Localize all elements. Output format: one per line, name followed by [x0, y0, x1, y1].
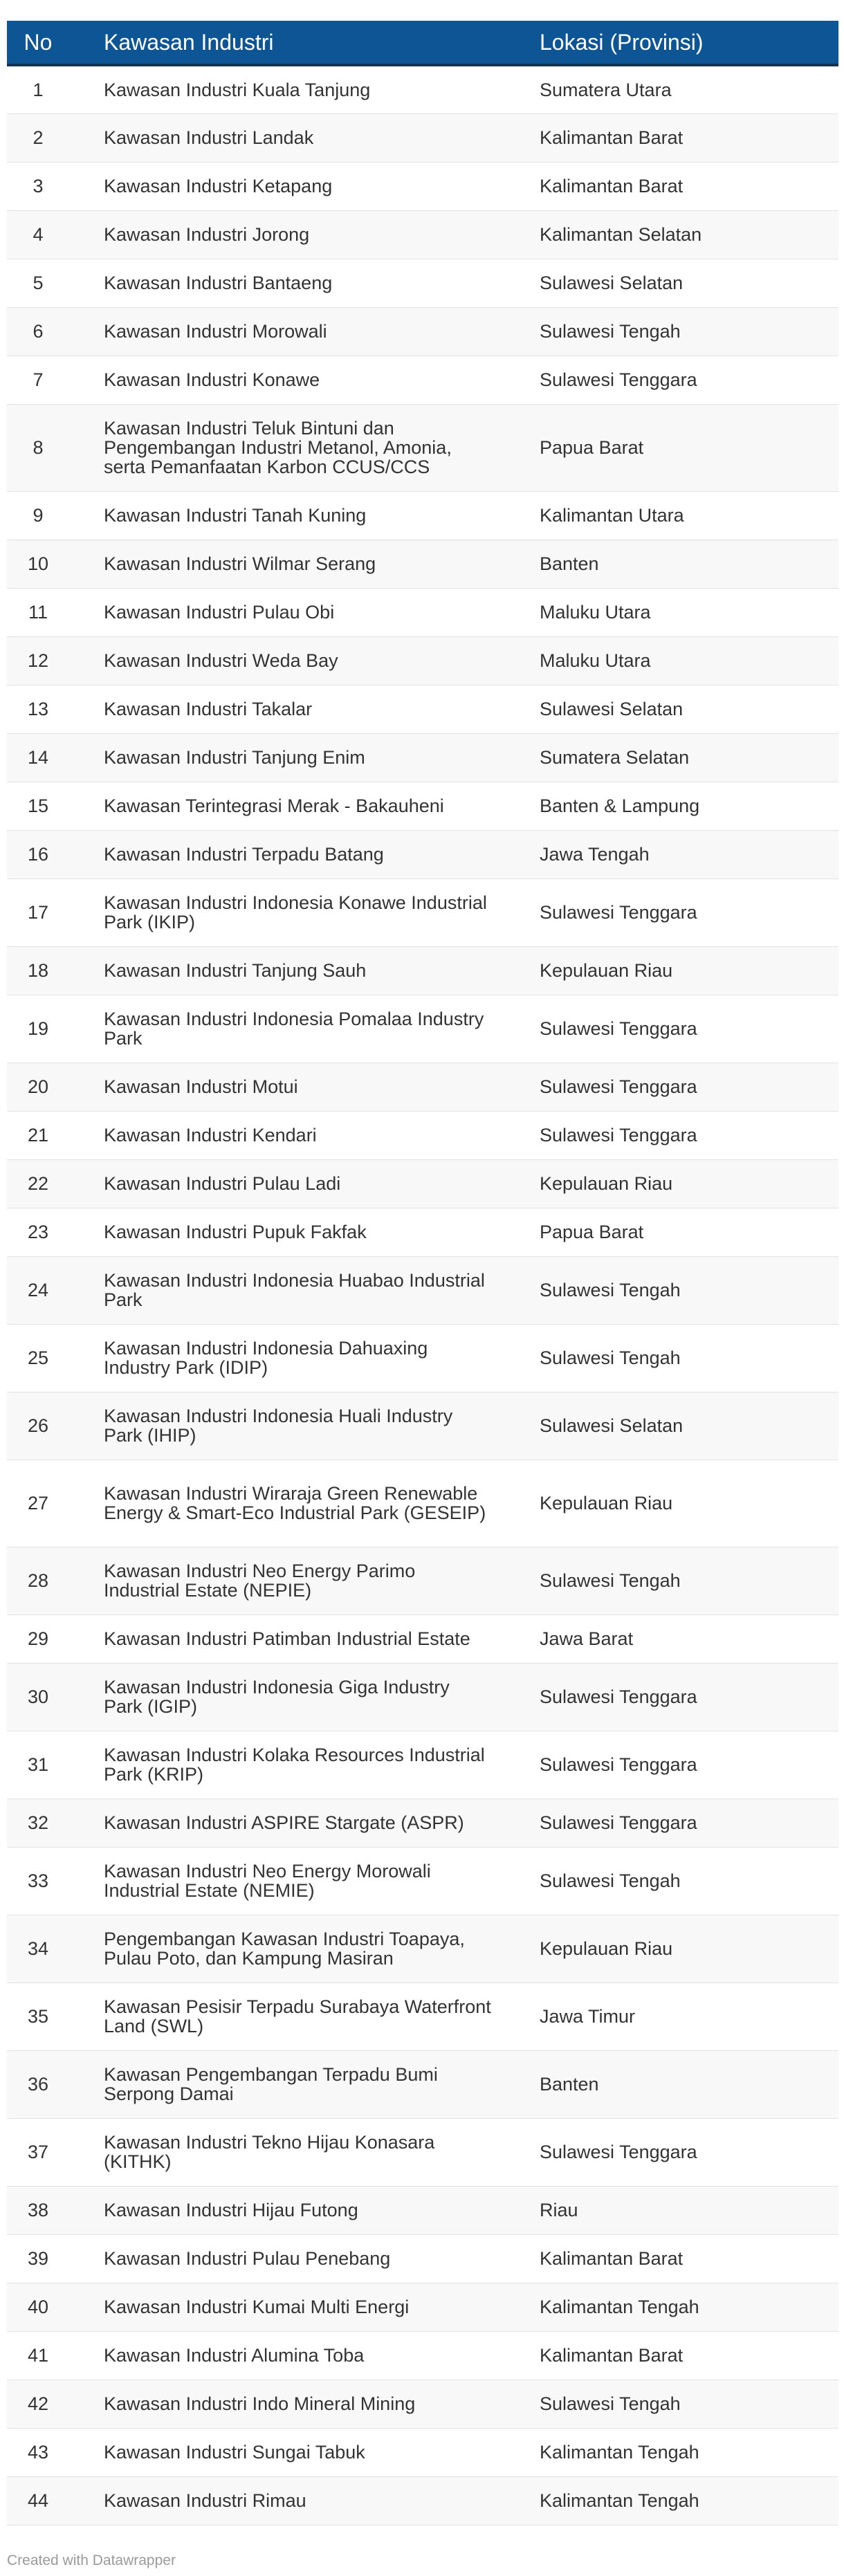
table-row	[7, 685, 838, 733]
cell-province: Jawa Tengah	[540, 844, 650, 865]
table-row	[7, 878, 838, 946]
table-row	[7, 995, 838, 1062]
cell-no: 25	[27, 1347, 49, 1368]
cell-province: Sulawesi Tengah	[540, 2393, 681, 2414]
cell-zone-name: Kawasan Industri Indonesia Dahuaxing Industry Park (IDIP)	[104, 1338, 428, 1378]
cell-zone-name: Kawasan Industri Neo Energy Morowali Industrial Estate (NEMIE)	[104, 1861, 431, 1901]
cell-province: Kalimantan Tengah	[540, 2490, 699, 2511]
header-row	[7, 21, 838, 65]
column-header-province[interactable]: Lokasi (Provinsi)	[505, 21, 838, 65]
table-row	[7, 1324, 838, 1392]
cell-no: 24	[27, 1280, 49, 1300]
table-row	[7, 946, 838, 995]
cell-no: 20	[27, 1076, 49, 1097]
cell-no: 35	[27, 2006, 49, 2027]
cell-zone-name: Kawasan Industri Alumina Toba	[104, 2345, 365, 2366]
cell-no: 38	[27, 2200, 49, 2220]
cell-province: Kalimantan Tengah	[540, 2442, 699, 2463]
cell-zone-name: Kawasan Industri Indo Mineral Mining	[104, 2393, 416, 2414]
cell-province: Papua Barat	[540, 1222, 644, 1242]
cell-province: Kalimantan Selatan	[540, 224, 702, 245]
table-row	[7, 113, 838, 162]
cell-zone-name: Kawasan Industri Indonesia Huali Industry Park (IHIP)	[104, 1406, 453, 1446]
cell-zone-name: Kawasan Industri Kuala Tanjung	[104, 79, 371, 100]
cell-zone-name: Kawasan Industri Kumai Multi Energi	[104, 2297, 410, 2317]
cell-province: Sulawesi Tenggara	[540, 1812, 697, 1833]
cell-province: Sulawesi Tenggara	[540, 902, 697, 923]
cell-no: 22	[27, 1173, 49, 1194]
cell-no: 31	[27, 1754, 49, 1775]
cell-no: 16	[27, 844, 49, 865]
table-row	[7, 259, 838, 307]
cell-no: 42	[27, 2393, 49, 2414]
cell-province: Sulawesi Tengah	[540, 1870, 681, 1891]
cell-no: 4	[33, 224, 44, 245]
table-row	[7, 733, 838, 782]
cell-no: 27	[27, 1493, 49, 1514]
cell-province: Sulawesi Tenggara	[540, 1076, 697, 1097]
table-row	[7, 540, 838, 588]
cell-no: 32	[27, 1812, 49, 1833]
cell-no: 34	[27, 1938, 49, 1959]
cell-province: Banten	[540, 553, 599, 574]
cell-province: Kepulauan Riau	[540, 1493, 673, 1514]
cell-province: Sulawesi Selatan	[540, 699, 684, 719]
cell-zone-name: Kawasan Industri Morowali	[104, 321, 327, 342]
cell-province: Banten & Lampung	[540, 795, 700, 816]
cell-no: 44	[27, 2490, 49, 2511]
cell-province: Jawa Barat	[540, 1628, 634, 1649]
cell-zone-name: Kawasan Industri Wiraraja Green Renewable Energy & Smart-Eco Industrial Park (GESEIP)	[104, 1483, 486, 1523]
cell-province: Sulawesi Tenggara	[540, 1125, 697, 1146]
table-row	[7, 491, 838, 540]
cell-no: 13	[27, 699, 49, 719]
table-row	[7, 1547, 838, 1614]
table-row	[7, 1256, 838, 1324]
cell-province: Sulawesi Selatan	[540, 273, 684, 293]
cell-province: Sulawesi Tengah	[540, 1570, 681, 1591]
table-row	[7, 1663, 838, 1731]
table-row	[7, 1982, 838, 2050]
cell-zone-name: Kawasan Industri Tekno Hijau Konasara (KITHK)	[104, 2132, 435, 2172]
cell-zone-name: Kawasan Industri Patimban Industrial Estate	[104, 1628, 470, 1649]
cell-no: 18	[27, 960, 49, 981]
cell-no: 23	[27, 1222, 49, 1242]
table-row	[7, 782, 838, 830]
table-row	[7, 1159, 838, 1208]
cell-zone-name: Kawasan Industri Indonesia Huabao Industrial Park	[104, 1270, 485, 1310]
cell-zone-name: Kawasan Industri Landak	[104, 127, 314, 148]
table-row	[7, 356, 838, 404]
cell-province: Kalimantan Tengah	[540, 2297, 699, 2317]
table-body	[7, 65, 838, 2525]
cell-province: Kalimantan Barat	[540, 2248, 684, 2269]
cell-zone-name: Kawasan Industri Wilmar Serang	[104, 553, 376, 574]
cell-no: 37	[27, 2142, 49, 2162]
cell-zone-name: Kawasan Industri Rimau	[104, 2490, 306, 2511]
table-row	[7, 404, 838, 491]
cell-province: Sulawesi Tenggara	[540, 1686, 697, 1707]
cell-zone-name: Kawasan Industri Pulau Ladi	[104, 1173, 341, 1194]
cell-province: Banten	[540, 2074, 599, 2095]
cell-no: 12	[27, 650, 49, 671]
cell-province: Maluku Utara	[540, 602, 651, 623]
cell-no: 36	[27, 2074, 49, 2095]
cell-province: Kepulauan Riau	[540, 1938, 673, 1959]
cell-zone-name: Kawasan Industri Bantaeng	[104, 273, 333, 293]
column-header-no[interactable]: No	[7, 21, 69, 65]
cell-province: Kalimantan Barat	[540, 2345, 684, 2366]
table-row	[7, 2283, 838, 2331]
table-row	[7, 588, 838, 636]
cell-no: 1	[33, 79, 44, 100]
cell-zone-name: Kawasan Industri Pulau Obi	[104, 602, 335, 623]
table-header	[7, 21, 838, 65]
table-row	[7, 2380, 838, 2428]
cell-zone-name: Kawasan Industri Pupuk Fakfak	[104, 1222, 367, 1242]
cell-zone-name: Kawasan Industri Weda Bay	[104, 650, 338, 671]
table-row	[7, 1798, 838, 1847]
cell-province: Sulawesi Tengah	[540, 1347, 681, 1368]
table-row	[7, 1614, 838, 1663]
table-row	[7, 1847, 838, 1915]
cell-no: 26	[27, 1415, 49, 1436]
cell-zone-name: Kawasan Industri Indonesia Pomalaa Industry Park	[104, 1009, 484, 1049]
cell-no: 39	[27, 2248, 49, 2269]
table-row	[7, 2331, 838, 2380]
cell-no: 30	[27, 1686, 49, 1707]
table-row	[7, 2476, 838, 2525]
cell-no: 11	[28, 602, 48, 623]
cell-no: 41	[27, 2345, 49, 2366]
cell-zone-name: Kawasan Industri Hijau Futong	[104, 2200, 358, 2220]
table-row	[7, 2234, 838, 2283]
cell-no: 40	[27, 2297, 49, 2317]
cell-no: 15	[27, 795, 49, 816]
cell-no: 2	[33, 127, 44, 148]
table-row	[7, 1915, 838, 1982]
cell-zone-name: Pengembangan Kawasan Industri Toapaya, Pulau Poto, dan Kampung Masiran	[104, 1929, 465, 1969]
table-row	[7, 2428, 838, 2476]
table-row	[7, 2186, 838, 2234]
cell-zone-name: Kawasan Industri Tanjung Sauh	[104, 960, 367, 981]
cell-zone-name: Kawasan Industri Neo Energy Parimo Industrial Estate (NEPIE)	[104, 1561, 416, 1601]
cell-province: Kalimantan Barat	[540, 127, 684, 148]
cell-province: Maluku Utara	[540, 650, 651, 671]
cell-province: Sulawesi Selatan	[540, 1415, 684, 1436]
cell-zone-name: Kawasan Terintegrasi Merak - Bakauheni	[104, 795, 444, 816]
cell-province: Sulawesi Tenggara	[540, 1018, 697, 1039]
cell-no: 3	[33, 176, 44, 196]
table-row	[7, 2050, 838, 2118]
table-row	[7, 2118, 838, 2186]
cell-zone-name: Kawasan Industri Tanah Kuning	[104, 505, 367, 526]
column-header-name[interactable]: Kawasan Industri	[69, 21, 505, 65]
cell-province: Jawa Timur	[540, 2006, 636, 2027]
cell-province: Sulawesi Tengah	[540, 321, 681, 342]
cell-no: 9	[33, 505, 44, 526]
table-row	[7, 636, 838, 685]
cell-zone-name: Kawasan Industri Konawe	[104, 369, 320, 390]
cell-province: Kepulauan Riau	[540, 1173, 673, 1194]
cell-no: 43	[27, 2442, 49, 2463]
cell-no: 6	[33, 321, 44, 342]
cell-province: Kepulauan Riau	[540, 960, 673, 981]
cell-province: Sulawesi Tengah	[540, 1280, 681, 1300]
datawrapper-credit[interactable]: Created with Datawrapper	[7, 2552, 176, 2568]
cell-no: 8	[33, 437, 44, 458]
cell-zone-name: Kawasan Industri Tanjung Enim	[104, 747, 365, 768]
cell-zone-name: Kawasan Industri Indonesia Giga Industry Park (IGIP)	[104, 1677, 450, 1717]
cell-province: Sumatera Utara	[540, 79, 672, 100]
cell-no: 17	[27, 902, 49, 923]
cell-no: 29	[27, 1628, 49, 1649]
table-row	[7, 65, 838, 113]
cell-zone-name: Kawasan Industri Jorong	[104, 224, 310, 245]
cell-zone-name: Kawasan Industri Terpadu Batang	[104, 844, 384, 865]
cell-zone-name: Kawasan Pesisir Terpadu Surabaya Waterfront Land (SWL)	[104, 1996, 491, 2036]
cell-province: Kalimantan Barat	[540, 176, 684, 196]
table-row	[7, 830, 838, 878]
table-row	[7, 1111, 838, 1159]
table-row	[7, 1208, 838, 1256]
cell-zone-name: Kawasan Industri Kolaka Resources Industrial Park (KRIP)	[104, 1745, 485, 1785]
cell-no: 21	[27, 1125, 49, 1146]
table-row	[7, 210, 838, 259]
cell-zone-name: Kawasan Industri Ketapang	[104, 176, 333, 196]
cell-zone-name: Kawasan Industri Kendari	[104, 1125, 317, 1146]
cell-no: 19	[27, 1018, 49, 1039]
table-row	[7, 1460, 838, 1547]
table-row	[7, 1392, 838, 1460]
cell-zone-name: Kawasan Industri Takalar	[104, 699, 313, 719]
cell-province: Sulawesi Tenggara	[540, 2142, 697, 2162]
cell-zone-name: Kawasan Industri Indonesia Konawe Industrial Park (IKIP)	[104, 892, 487, 932]
cell-no: 33	[27, 1870, 49, 1891]
cell-no: 14	[27, 747, 49, 768]
cell-zone-name: Kawasan Industri Sungai Tabuk	[104, 2442, 365, 2463]
cell-province: Sumatera Selatan	[540, 747, 690, 768]
cell-province: Papua Barat	[540, 437, 644, 458]
cell-no: 5	[33, 273, 44, 293]
table-row	[7, 307, 838, 356]
cell-province: Sulawesi Tenggara	[540, 1754, 697, 1775]
cell-no: 7	[33, 369, 44, 390]
cell-zone-name: Kawasan Industri Teluk Bintuni dan Pengembangan Industri Metanol, Amonia, serta Pemanfaatan Karbon CCUS/CCS	[104, 418, 452, 477]
table-row	[7, 1731, 838, 1798]
cell-province: Kalimantan Utara	[540, 505, 684, 526]
cell-province: Sulawesi Tenggara	[540, 369, 697, 390]
cell-zone-name: Kawasan Industri Motui	[104, 1076, 298, 1097]
cell-no: 28	[27, 1570, 49, 1591]
industrial-zones-table	[7, 21, 838, 2526]
table-row	[7, 1062, 838, 1111]
cell-province: Riau	[540, 2200, 578, 2220]
cell-zone-name: Kawasan Industri ASPIRE Stargate (ASPR)	[104, 1812, 464, 1833]
table-row	[7, 162, 838, 210]
cell-no: 10	[27, 553, 49, 574]
cell-zone-name: Kawasan Industri Pulau Penebang	[104, 2248, 391, 2269]
cell-zone-name: Kawasan Pengembangan Terpadu Bumi Serpong Damai	[104, 2064, 438, 2104]
